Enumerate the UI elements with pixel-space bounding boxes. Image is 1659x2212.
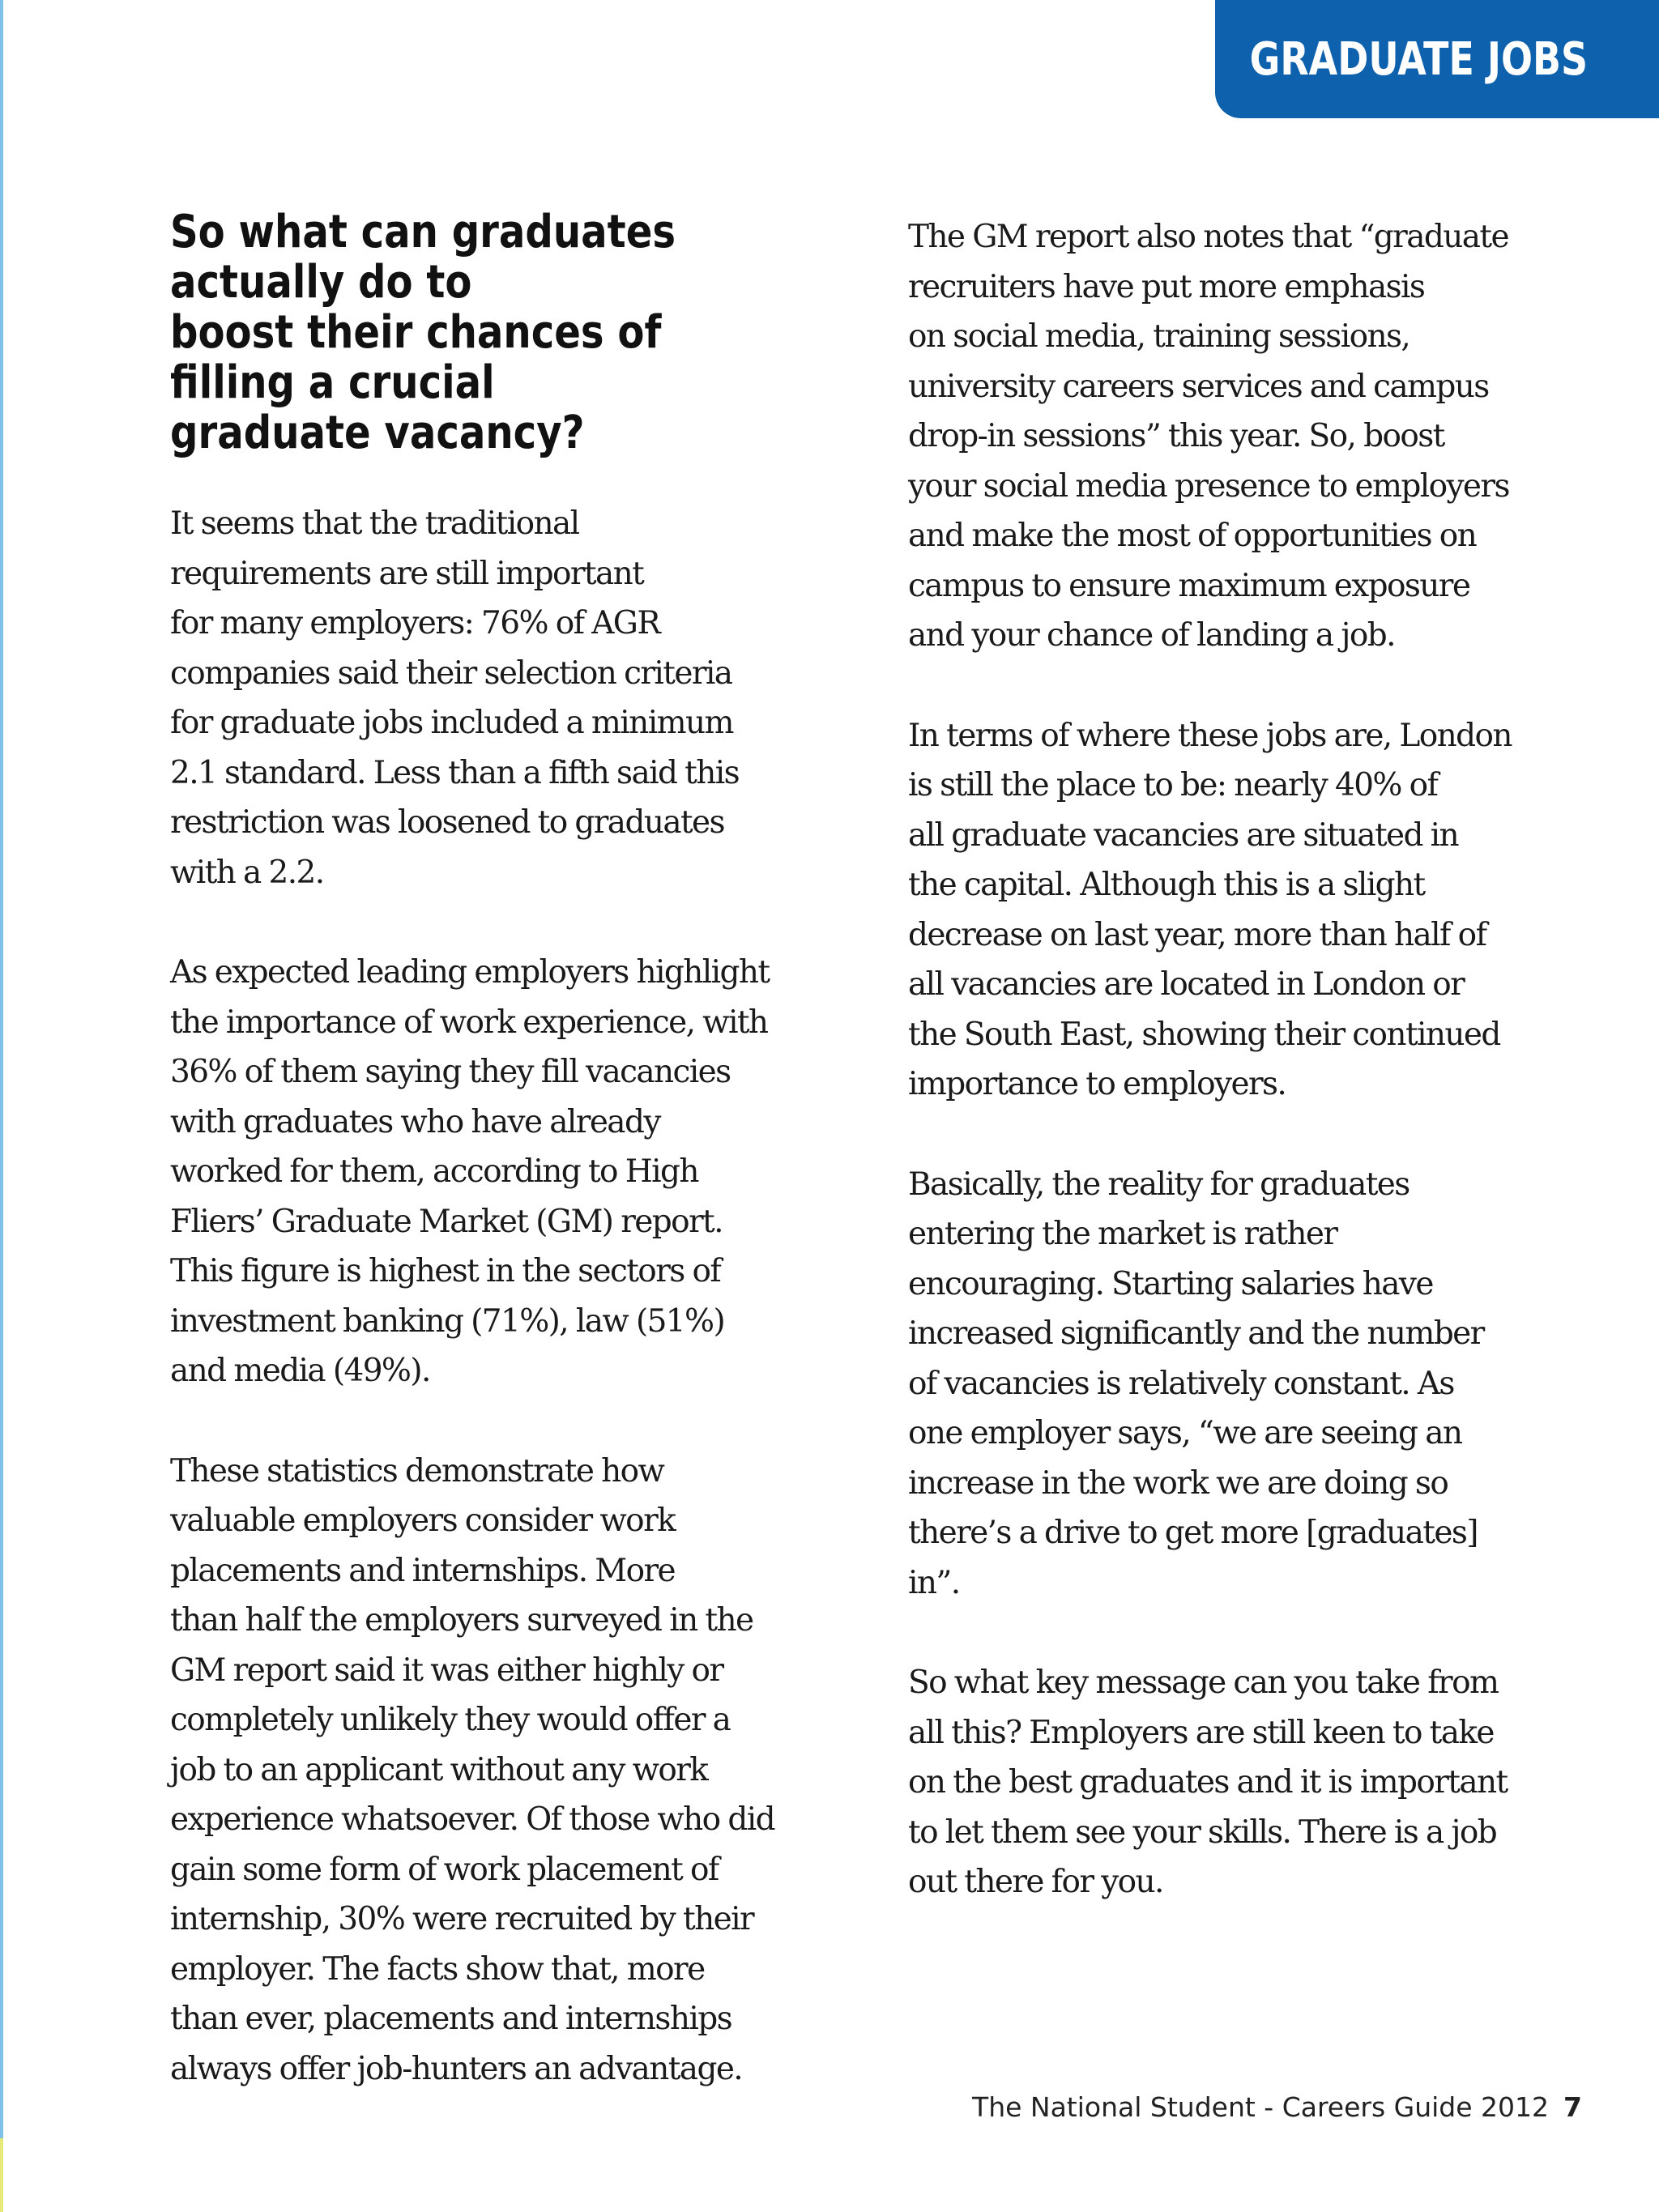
paragraph: In terms of where these jobs are, London is still the place to be: nearly 40% of all graduate vacancies are situated in the capital. Although this is a slight decrease on last year, more than half of all vacancies are located in London or the South East, showing their continued importance to employers.	[908, 717, 1512, 1102]
paragraph: It seems that the traditional requirements are still important for many employers: 76% of AGR companies said their selection criteria for graduate jobs included a minimum 2.1 standard. Less than a fifth said this restriction was loosened to graduates with a 2.2.	[170, 505, 740, 891]
publication-title: The National Student - Careers Guide 2012	[972, 2091, 1550, 2123]
section-tab	[1215, 0, 1659, 118]
page-footer	[972, 2091, 1582, 2123]
paragraph: The GM report also notes that “graduate recruiters have put more emphasis on social media, training sessions, university careers services and campus drop-in sessions” this year. So, boost your social media presence to employers and make the most of opportunities on campus to ensure maximum exposure and your chance of landing a job.	[908, 219, 1509, 654]
paragraph: These statistics demonstrate how valuable employers consider work placements and internships. More than half the employers surveyed in the GM report said it was either highly or completely unlikely they would offer a job to an applicant without any work experience whatsoever. Of those who did gain some form of work placement of internship, 30% were recruited by their employer. The facts show that, more than ever, placements and internships always offer job-hunters an advantage.	[170, 1452, 774, 2087]
paragraph: So what key message can you take from all this? Employers are still keen to take on the best graduates and it is important to let them see your skills. There is a job out there for you.	[908, 1664, 1508, 1900]
page-edge-marker	[0, 2138, 3, 2212]
right-column	[908, 207, 1584, 1958]
section-label: GRADUATE JOBS	[1249, 32, 1588, 86]
page-edge-stripe	[0, 0, 3, 2212]
article-heading: So what can graduates actually do to boost their chances of filling a crucial graduate vacancy?	[170, 206, 676, 459]
left-column	[170, 207, 842, 2144]
paragraph: Basically, the reality for graduates entering the market is rather encouraging. Starting salaries have increased significantly and the number of vacancies is relatively constant. As one employer says, “we are seeing an increase in the work we are doing so there’s a drive to get more [graduates] in”.	[908, 1166, 1484, 1601]
page-number: 7	[1563, 2091, 1582, 2123]
paragraph: As expected leading employers highlight the importance of work experience, with 36% of them saying they fill vacancies with graduates who have already worked for them, according to High Fliers’ Graduate Market (GM) report. This figure is highest in the sectors of investment banking (71%), law (51%) and media (49%).	[170, 954, 770, 1389]
